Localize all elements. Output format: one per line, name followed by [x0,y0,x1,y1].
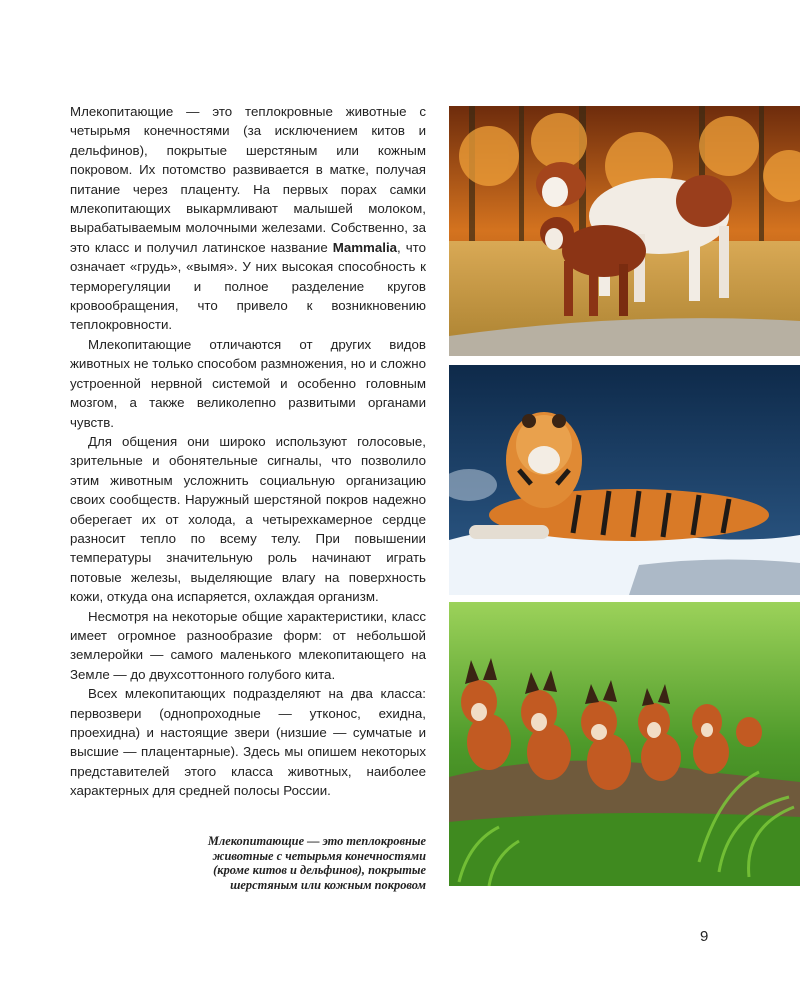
latin-term: Mammalia [332,239,398,255]
paragraph-1: Млекопитающие — это теплокровные животные с четырьмя конечностями (за исключением китов и дельфинов), покрытые шерстяным или кожным покровом. Их потомство развивается в матке, получая питание через плаценту. На первых порах самки млекопитающих выкармливают малышей молоком, вырабатываемым молочными железами. Собственно, за это класс и получил латинское название Mammalia, что означает «грудь», «вымя». У них высокая способность к терморегуляции и полное разделение кругов кровообращения, что привело к возникновению теплокровности. [70,104,426,333]
paragraph-4: Несмотря на некоторые общие характеристики, класс имеет огромное разнообразие форм: от небольшой землеройки — самого маленького млекопитающего на Земле — до двухсоттонного голубого кита. [70,608,426,682]
article-body [70,102,426,801]
page-number: 9 [700,928,709,945]
paragraph-5: Всех млекопитающих подразделяют на два класса: первозвери (однопроходные — утконос, ехидна, проехидна) и настоящие звери (низшие — сумчатые и высшие — плацентарные). Здесь мы опишем некоторых представителей этого класса животных, наиболее характерных для средней полосы России. [70,686,426,799]
paragraph-3: Для общения они широко используют голосовые, зрительные и обонятельные сигналы, что позволило этим животным усложнить социальную организацию своих сообществ. Наружный шерстяной покров надежно оберегает их от холода, а четырехкамерное сердце разносит тепло по всему телу. При повышении температуры значительную роль начинают играть потовые железы, выделяющие влагу на поверхность кожи, откуда она испаряется, охлаждая организм. [70,433,426,605]
cows-photo [449,106,800,356]
tiger-photo [449,365,800,595]
paragraph-2: Млекопитающие отличаются от других видов животных не только способом размножения, но и сложно устроенной нервной системой и особенно головным мозгом, а также великолепно развитыми органами чувств. [70,336,426,430]
foxes-photo [449,602,800,886]
photo-caption: Млекопитающие — это теплокровные животные с четырьмя конечностями (кроме китов и дельфинов), покрытые шерстяным или кожным покровом [207,834,426,892]
